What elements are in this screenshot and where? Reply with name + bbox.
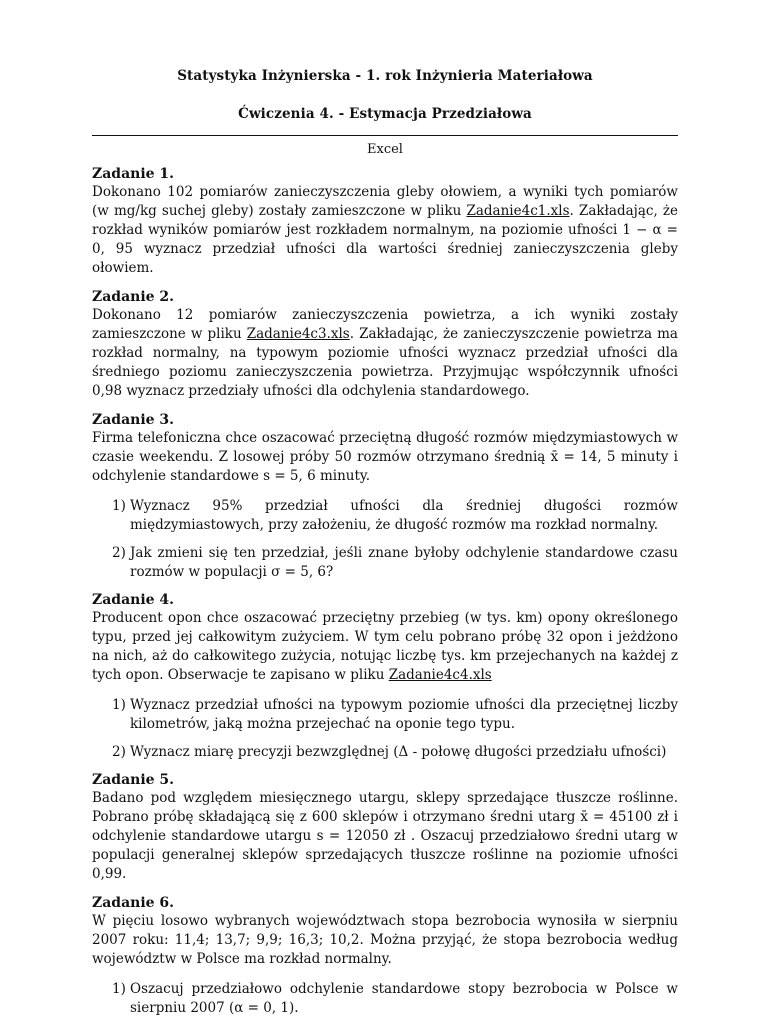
item-number: 1) [112,981,126,997]
task-subitems [92,497,678,582]
task-5 [92,771,678,884]
task-4 [92,591,678,762]
task-subitems [92,980,678,1018]
task-text: Firma telefoniczna chce oszacować przeciętną długość rozmów międzymiastowych w czasie weekendu. Z losowej próby 50 rozmów otrzymano średnią x̄ = 14, 5 minuty i odchylenie standardowe s = 5, 6 minuty. [92,430,678,484]
item-number: 1) [112,697,126,713]
list-item [92,743,678,762]
item-number: 2) [112,744,126,760]
task-text [92,609,678,685]
list-item [92,696,678,734]
task-2 [92,288,678,401]
file-link[interactable]: Zadanie4c3.xls [246,326,350,342]
item-text: Wyznacz miarę precyzji bezwzględnej (Δ - połowę długości przedziału ufności) [130,744,667,760]
item-number: 2) [112,545,126,561]
task-title: Zadanie 5. [92,772,175,788]
task-3 [92,411,678,582]
item-text: Wyznacz 95% przedział ufności dla średniej długości rozmów międzymiastowych, przy założeniu, że długość rozmów ma rozkład normalny. [130,498,678,533]
task-title: Zadanie 2. [92,289,175,305]
file-link[interactable]: Zadanie4c1.xls [466,203,570,219]
document-subtitle: Ćwiczenia 4. - Estymacja Przedziałowa [238,106,532,122]
task-text-part: Dokonano 102 pomiarów zanieczyszczenia gleby ołowiem, a wyniki tych pomiarów (w mg/kg suchej gleby) zostały zamieszczone w pliku [92,184,678,219]
task-text-part: Dokonano 12 pomiarów zanieczyszczenia powietrza, a ich wyniki zostały zamieszczone w pliku [92,307,678,342]
task-title: Zadanie 4. [92,592,175,608]
task-title: Zadanie 1. [92,166,175,182]
task-text [92,306,678,401]
list-item [92,544,678,582]
task-text-part: . Zakładając, że zanieczyszczenie powietrza ma rozkład normalny, na typowym poziomie ufności wyznacz przedział ufności dla średniego poziomu zanieczyszczenia powietrza. Przyjmując współczynnik ufności 0,98 wyznacz przedziały ufności dla odchylenia standardowego. [92,326,678,399]
header-divider [92,135,678,136]
task-text-part: Producent opon chce oszacować przeciętny przebieg (w tys. km) opony określonego typu, przed jej całkowitym zużyciem. W tym celu pobrano próbę 32 opon i jeżdżono na nich, aż do całkowitego zużycia, notując liczbę tys. km przejechanych na każdej z tych opon. Obserwacje te zapisano w pliku [92,610,678,683]
task-title: Zadanie 3. [92,412,175,428]
task-text: Badano pod względem miesięcznego utargu, sklepy sprzedające tłuszcze roślinne. Pobrano próbę składającą się z 600 sklepów i otrzymano średni utarg x̄ = 45100 zł i odchylenie standardowe utargu s = 12050 zł . Oszacuj przedziałowo średni utarg w populacji generalnej sklepów sprzedających tłuszcze roślinne na poziomie ufności 0,99. [92,790,678,882]
task-text-part: . Zakładając, że rozkład wyników pomiarów jest rozkładem normalnym, na poziomie ufności 1 − α = 0, 95 wyznacz przedział ufności dla wartości średniej zanieczyszczenia gleby ołowiem. [92,203,678,276]
task-text: W pięciu losowo wybranych województwach stopa bezrobocia wynosiła w sierpniu 2007 roku: 11,4; 13,7; 9,9; 16,3; 10,2. Można przyjąć, że stopa bezrobocia według województw w Polsce ma rozkład normalny. [92,913,678,967]
item-text: Jak zmieni się ten przedział, jeśli znane byłoby odchylenie standardowe czasu rozmów w populacji σ = 5, 6? [130,545,678,580]
document-page [92,62,678,1027]
list-item [92,497,678,535]
task-subitems [92,696,678,762]
section-label: Excel [367,142,403,157]
file-link[interactable]: Zadanie4c4.xls [388,667,492,683]
task-text [92,183,678,278]
item-text: Wyznacz przedział ufności na typowym poziomie ufności dla przeciętnej liczby kilometrów, jaką można przejechać na oponie tego typu. [130,697,678,732]
task-6 [92,894,678,1018]
item-number: 1) [112,498,126,514]
item-text: Oszacuj przedziałowo odchylenie standardowe stopy bezrobocia w Polsce w sierpniu 2007 (α = 0, 1). [130,981,678,1016]
document-title: Statystyka Inżynierska - 1. rok Inżynieria Materiałowa [177,68,593,84]
task-title: Zadanie 6. [92,895,175,911]
task-1 [92,165,678,278]
list-item [92,980,678,1018]
